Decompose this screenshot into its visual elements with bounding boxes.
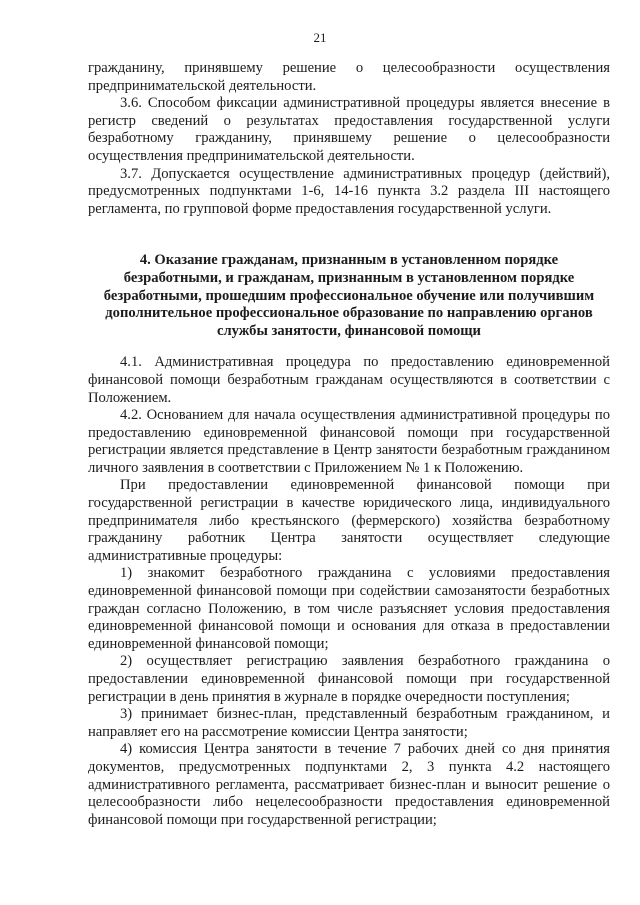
document-body [88, 60, 610, 829]
paragraph-4-2: 4.2. Основанием для начала осуществления административной процедуры по предоставлению единовременной финансовой помощи при государственной регистрации является представление в Центр занятости безработным гражданином личного заявления в соответствии с Приложением № 1 к Положению. [88, 407, 610, 476]
list-item-1: 1) знакомит безработного гражданина с условиями предоставления единовременной финансовой помощи при содействии самозанятости безработных граждан согласно Положению, в том числе разъясняет условия предоставления единовременной финансовой помощи и основания для отказа в предоставлении единовременной финансовой помощи; [88, 565, 610, 652]
paragraph-4-1: 4.1. Административная процедура по предоставлению единовременной финансовой помощи безработным гражданам осуществляются в соответствии с Положением. [88, 354, 610, 406]
page-number: 21 [313, 30, 327, 45]
paragraph-procedures-intro: При предоставлении единовременной финансовой помощи при государственной регистрации в качестве юридического лица, индивидуального предпринимателя либо крестьянского (фермерского) хозяйства безработному гражданину работник Центра занятости осуществляет следующие административные процедуры: [88, 477, 610, 564]
list-item-4: 4) комиссия Центра занятости в течение 7 рабочих дней со дня принятия документов, предусмотренных подпунктами 2, 3 пункта 4.2 настоящего административного регламента, рассматривает бизнес-план и выносит решение о целесообразности либо нецелесообразности предоставления единовременной финансовой помощи при государственной регистрации; [88, 741, 610, 828]
list-item-3: 3) принимает бизнес-план, представленный безработным гражданином, и направляет его на рассмотрение комиссии Центра занятости; [88, 706, 610, 740]
paragraph-3-6: 3.6. Способом фиксации административной процедуры является внесение в регистр сведений о результатах предоставления государственной услуги безработному гражданину, принявшему решение о целесообразности осуществления предпринимательской деятельности. [88, 95, 610, 164]
list-item-2: 2) осуществляет регистрацию заявления безработного гражданина о предоставлении единовременной финансовой помощи при государственной регистрации в день принятия в журнале в порядке очередности поступления; [88, 653, 610, 705]
section-heading: 4. Оказание гражданам, признанным в установленном порядке безработными, и гражданам, признанным в установленном порядке безработными, прошедшим профессиональное обучение или получившим дополнительное профессиональное образование по направлению органов службы занятости, финансовой помощи [103, 252, 595, 339]
paragraph-3-7: 3.7. Допускается осуществление административных процедур (действий), предусмотренных подпунктами 1-6, 14-16 пункта 3.2 раздела III настоящего регламента, по групповой форме предоставления государственной услуги. [88, 165, 610, 217]
paragraph-continuation: гражданину, принявшему решение о целесообразности осуществления предпринимательской деятельности. [88, 60, 610, 94]
